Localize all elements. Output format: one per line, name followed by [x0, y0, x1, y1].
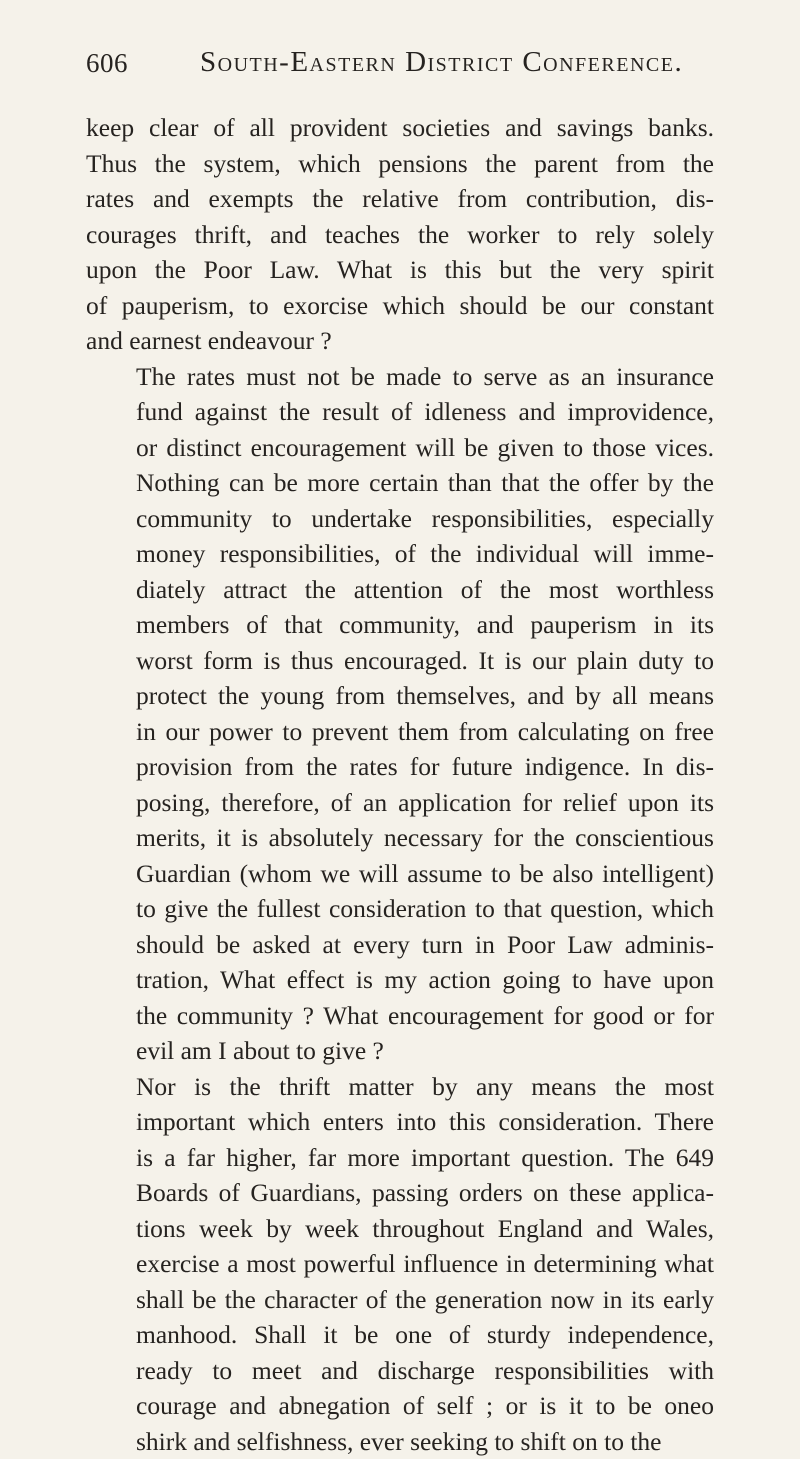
- text-line: diately attract the attention of the most worthless: [86, 572, 714, 608]
- text-line: tions week by week throughout England and Wales,: [86, 1211, 714, 1247]
- text-line: members of that community, and pauperism in its: [86, 607, 714, 643]
- paragraph: [86, 1069, 714, 1459]
- page-header: [86, 42, 714, 82]
- text-line: evil am I about to give ?: [86, 1033, 714, 1069]
- text-line: keep clear of all provident societies and savings banks.: [86, 110, 714, 146]
- text-line: the community ? What encouragement for good or for: [86, 998, 714, 1034]
- page-number: 606: [86, 48, 128, 79]
- text-line: upon the Poor Law. What is this but the very spirit: [86, 252, 714, 288]
- text-line: Guardian (whom we will assume to be also intelligent): [86, 856, 714, 892]
- text-line: of pauperism, to exorcise which should be our constant: [86, 288, 714, 324]
- text-line: Nothing can be more certain than that the offer by the: [86, 465, 714, 501]
- text-line: Boards of Guardians, passing orders on these applica-: [86, 1175, 714, 1211]
- text-line: protect the young from themselves, and by all means: [86, 678, 714, 714]
- paragraph: [86, 110, 714, 359]
- text-line: exercise a most powerful influence in determining what: [86, 1246, 714, 1282]
- body-text: [86, 110, 714, 1459]
- text-line: courage and abnegation of self ; or is it to be oneo: [86, 1388, 714, 1424]
- text-line: worst form is thus encouraged. It is our plain duty to: [86, 643, 714, 679]
- paragraph: [86, 359, 714, 1069]
- text-line: Thus the system, which pensions the parent from the: [86, 146, 714, 182]
- text-line: manhood. Shall it be one of sturdy independence,: [86, 1317, 714, 1353]
- text-line: or distinct encouragement will be given to those vices.: [86, 430, 714, 466]
- text-line: in our power to prevent them from calculating on free: [86, 714, 714, 750]
- text-line: Nor is the thrift matter by any means the most: [86, 1069, 714, 1105]
- text-line: provision from the rates for future indigence. In dis-: [86, 749, 714, 785]
- text-line: The rates must not be made to serve as an insurance: [86, 359, 714, 395]
- text-line: is a far higher, far more important question. The 649: [86, 1140, 714, 1176]
- text-line: tration, What effect is my action going to have upon: [86, 962, 714, 998]
- text-line: fund against the result of idleness and improvidence,: [86, 394, 714, 430]
- text-line: important which enters into this consideration. There: [86, 1104, 714, 1140]
- text-line: merits, it is absolutely necessary for the conscientious: [86, 820, 714, 856]
- text-line: shirk and selfishness, ever seeking to shift on to the: [86, 1424, 714, 1459]
- text-line: posing, therefore, of an application for relief upon its: [86, 785, 714, 821]
- text-line: money responsibilities, of the individual will imme-: [86, 536, 714, 572]
- text-line: courages thrift, and teaches the worker to rely solely: [86, 217, 714, 253]
- text-line: ready to meet and discharge responsibilities with: [86, 1353, 714, 1389]
- text-line: should be asked at every turn in Poor Law adminis-: [86, 927, 714, 963]
- text-line: to give the fullest consideration to that question, which: [86, 891, 714, 927]
- text-line: community to undertake responsibilities, especially: [86, 501, 714, 537]
- text-line: rates and exempts the relative from contribution, dis-: [86, 181, 714, 217]
- running-head: South-Eastern District Conference.: [200, 46, 683, 79]
- text-line: shall be the character of the generation now in its early: [86, 1282, 714, 1318]
- text-line: and earnest endeavour ?: [86, 323, 714, 359]
